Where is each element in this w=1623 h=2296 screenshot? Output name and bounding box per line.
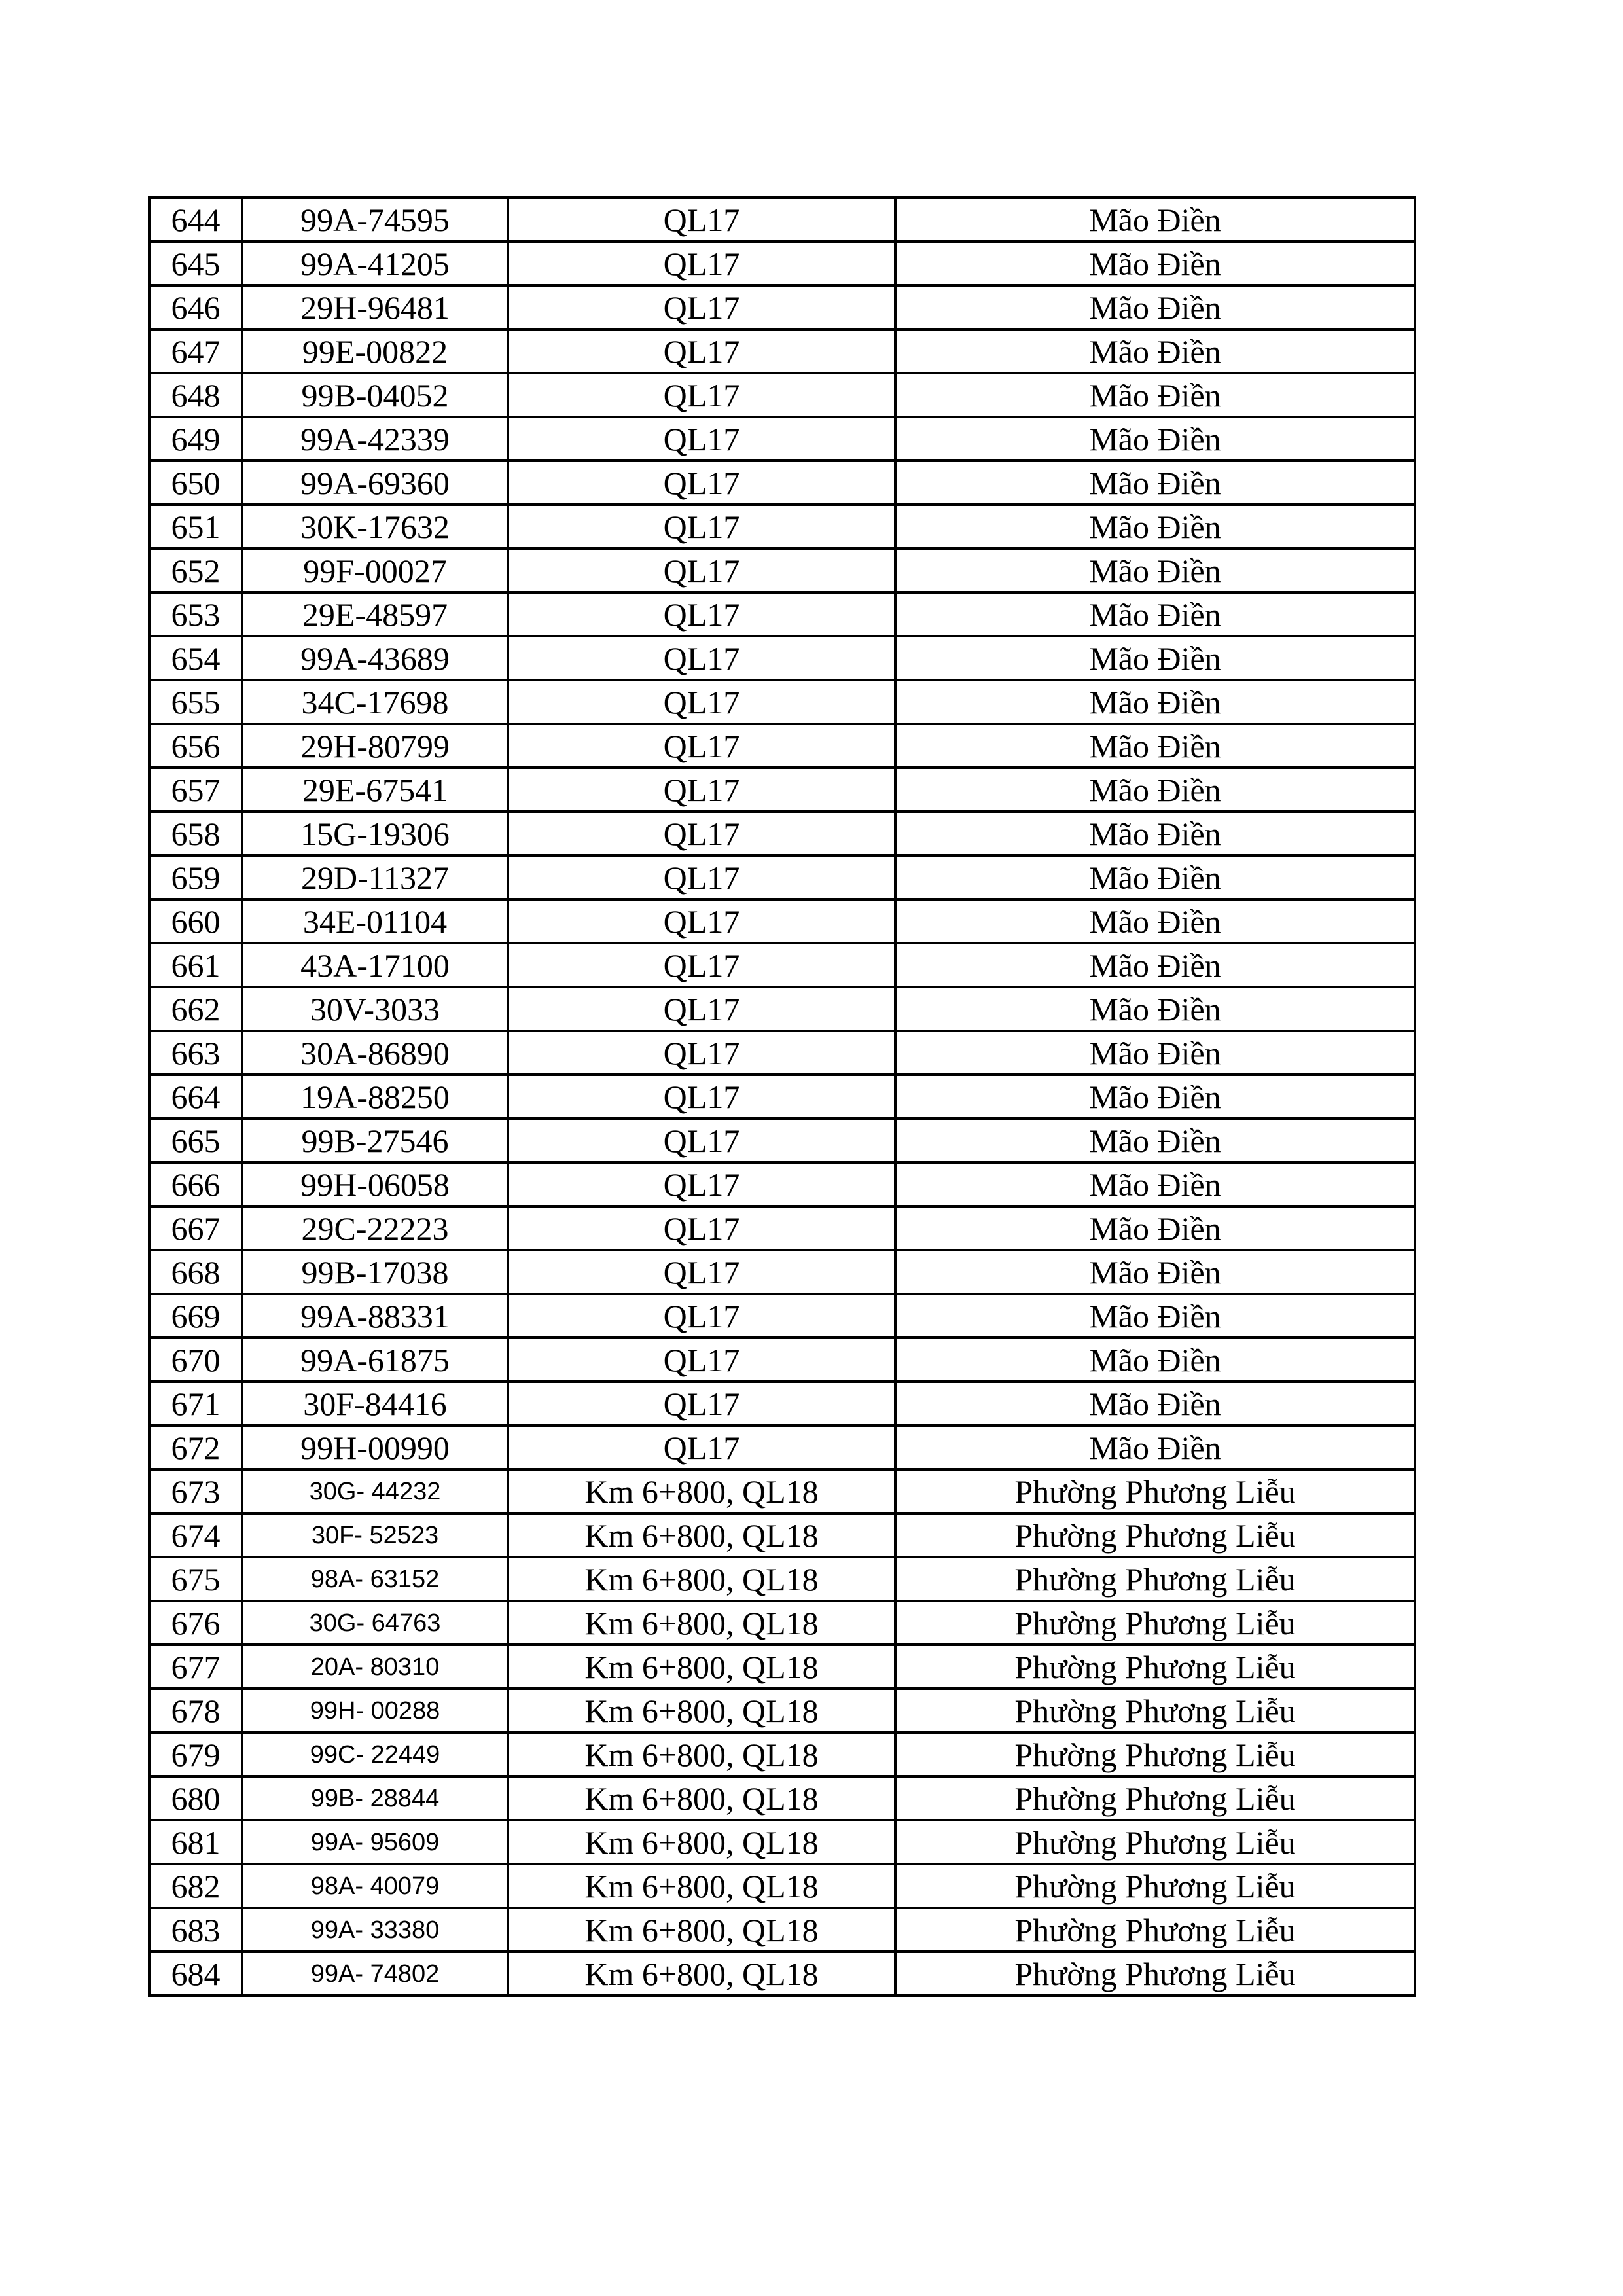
- table-row: [149, 943, 1415, 987]
- table-row: [149, 1601, 1415, 1645]
- area-cell: Mão Điền: [895, 417, 1415, 461]
- area-cell: Phường Phương Liễu: [895, 1732, 1415, 1776]
- area-cell: Mão Điền: [895, 1426, 1415, 1469]
- row-number-cell: 666: [149, 1162, 242, 1206]
- row-number-cell: 675: [149, 1557, 242, 1601]
- table-row: [149, 1908, 1415, 1952]
- table-body: [149, 198, 1415, 1996]
- area-cell: Mão Điền: [895, 373, 1415, 417]
- license-plate-cell: 99A-88331: [242, 1294, 508, 1338]
- table-row: [149, 855, 1415, 899]
- table-row: [149, 1206, 1415, 1250]
- location-cell: Km 6+800, QL18: [508, 1864, 895, 1908]
- area-cell: Mão Điền: [895, 505, 1415, 548]
- license-plate-cell: 99A- 33380: [242, 1908, 508, 1952]
- location-cell: QL17: [508, 373, 895, 417]
- area-cell: Phường Phương Liễu: [895, 1513, 1415, 1557]
- location-cell: QL17: [508, 1338, 895, 1382]
- area-cell: Mão Điền: [895, 1075, 1415, 1119]
- row-number-cell: 681: [149, 1820, 242, 1864]
- license-plate-cell: 20A- 80310: [242, 1645, 508, 1689]
- area-cell: Phường Phương Liễu: [895, 1776, 1415, 1820]
- area-cell: Mão Điền: [895, 548, 1415, 592]
- area-cell: Mão Điền: [895, 1294, 1415, 1338]
- row-number-cell: 644: [149, 198, 242, 242]
- license-plate-cell: 99B-27546: [242, 1119, 508, 1162]
- row-number-cell: 667: [149, 1206, 242, 1250]
- table-row: [149, 724, 1415, 768]
- row-number-cell: 653: [149, 592, 242, 636]
- license-plate-cell: 98A- 63152: [242, 1557, 508, 1601]
- location-cell: QL17: [508, 285, 895, 329]
- area-cell: Phường Phương Liễu: [895, 1820, 1415, 1864]
- row-number-cell: 664: [149, 1075, 242, 1119]
- license-plate-cell: 30F-84416: [242, 1382, 508, 1426]
- table-row: [149, 1294, 1415, 1338]
- row-number-cell: 677: [149, 1645, 242, 1689]
- location-cell: Km 6+800, QL18: [508, 1732, 895, 1776]
- table-row: [149, 1557, 1415, 1601]
- table-row: [149, 1426, 1415, 1469]
- license-plate-cell: 99E-00822: [242, 329, 508, 373]
- license-plate-cell: 30F- 52523: [242, 1513, 508, 1557]
- location-cell: Km 6+800, QL18: [508, 1952, 895, 1996]
- table-row: [149, 548, 1415, 592]
- license-plate-cell: 99A- 95609: [242, 1820, 508, 1864]
- table-row: [149, 987, 1415, 1031]
- table-row: [149, 242, 1415, 285]
- license-plate-cell: 29H-80799: [242, 724, 508, 768]
- license-plate-cell: 30A-86890: [242, 1031, 508, 1075]
- location-cell: QL17: [508, 1382, 895, 1426]
- row-number-cell: 668: [149, 1250, 242, 1294]
- table-row: [149, 329, 1415, 373]
- location-cell: QL17: [508, 461, 895, 505]
- area-cell: Mão Điền: [895, 1119, 1415, 1162]
- table-row: [149, 1776, 1415, 1820]
- table-row: [149, 1864, 1415, 1908]
- table-row: [149, 680, 1415, 724]
- table-row: [149, 1645, 1415, 1689]
- table-row: [149, 1513, 1415, 1557]
- table-row: [149, 505, 1415, 548]
- violation-table: [148, 196, 1416, 1997]
- table-row: [149, 1162, 1415, 1206]
- license-plate-cell: 99A-69360: [242, 461, 508, 505]
- area-cell: Mão Điền: [895, 1206, 1415, 1250]
- table-row: [149, 198, 1415, 242]
- location-cell: QL17: [508, 899, 895, 943]
- table-row: [149, 417, 1415, 461]
- area-cell: Mão Điền: [895, 592, 1415, 636]
- table-row: [149, 373, 1415, 417]
- location-cell: Km 6+800, QL18: [508, 1776, 895, 1820]
- location-cell: QL17: [508, 417, 895, 461]
- row-number-cell: 648: [149, 373, 242, 417]
- table-row: [149, 1250, 1415, 1294]
- area-cell: Mão Điền: [895, 855, 1415, 899]
- location-cell: Km 6+800, QL18: [508, 1645, 895, 1689]
- license-plate-cell: 29E-48597: [242, 592, 508, 636]
- table-row: [149, 1820, 1415, 1864]
- area-cell: Mão Điền: [895, 461, 1415, 505]
- license-plate-cell: 99B- 28844: [242, 1776, 508, 1820]
- row-number-cell: 651: [149, 505, 242, 548]
- license-plate-cell: 29E-67541: [242, 768, 508, 812]
- row-number-cell: 670: [149, 1338, 242, 1382]
- location-cell: Km 6+800, QL18: [508, 1689, 895, 1732]
- license-plate-cell: 15G-19306: [242, 812, 508, 855]
- license-plate-cell: 29C-22223: [242, 1206, 508, 1250]
- area-cell: Mão Điền: [895, 1031, 1415, 1075]
- location-cell: QL17: [508, 1119, 895, 1162]
- area-cell: Phường Phương Liễu: [895, 1908, 1415, 1952]
- row-number-cell: 684: [149, 1952, 242, 1996]
- location-cell: QL17: [508, 1031, 895, 1075]
- license-plate-cell: 34E-01104: [242, 899, 508, 943]
- area-cell: Mão Điền: [895, 198, 1415, 242]
- license-plate-cell: 29D-11327: [242, 855, 508, 899]
- table-row: [149, 1382, 1415, 1426]
- location-cell: QL17: [508, 768, 895, 812]
- area-cell: Mão Điền: [895, 724, 1415, 768]
- license-plate-cell: 99A-41205: [242, 242, 508, 285]
- area-cell: Phường Phương Liễu: [895, 1645, 1415, 1689]
- location-cell: QL17: [508, 505, 895, 548]
- location-cell: Km 6+800, QL18: [508, 1469, 895, 1513]
- area-cell: Mão Điền: [895, 812, 1415, 855]
- row-number-cell: 665: [149, 1119, 242, 1162]
- row-number-cell: 680: [149, 1776, 242, 1820]
- location-cell: Km 6+800, QL18: [508, 1820, 895, 1864]
- license-plate-cell: 19A-88250: [242, 1075, 508, 1119]
- license-plate-cell: 99A- 74802: [242, 1952, 508, 1996]
- table-row: [149, 285, 1415, 329]
- location-cell: QL17: [508, 242, 895, 285]
- table-row: [149, 812, 1415, 855]
- license-plate-cell: 99C- 22449: [242, 1732, 508, 1776]
- row-number-cell: 656: [149, 724, 242, 768]
- license-plate-cell: 99H-00990: [242, 1426, 508, 1469]
- license-plate-cell: 43A-17100: [242, 943, 508, 987]
- location-cell: QL17: [508, 592, 895, 636]
- license-plate-cell: 30G- 44232: [242, 1469, 508, 1513]
- area-cell: Mão Điền: [895, 899, 1415, 943]
- location-cell: QL17: [508, 680, 895, 724]
- row-number-cell: 660: [149, 899, 242, 943]
- table-row: [149, 1689, 1415, 1732]
- table-row: [149, 461, 1415, 505]
- area-cell: Mão Điền: [895, 329, 1415, 373]
- location-cell: Km 6+800, QL18: [508, 1557, 895, 1601]
- area-cell: Phường Phương Liễu: [895, 1952, 1415, 1996]
- row-number-cell: 673: [149, 1469, 242, 1513]
- license-plate-cell: 99F-00027: [242, 548, 508, 592]
- location-cell: QL17: [508, 1162, 895, 1206]
- table-row: [149, 1732, 1415, 1776]
- location-cell: QL17: [508, 198, 895, 242]
- location-cell: QL17: [508, 1075, 895, 1119]
- location-cell: QL17: [508, 855, 895, 899]
- license-plate-cell: 30G- 64763: [242, 1601, 508, 1645]
- row-number-cell: 662: [149, 987, 242, 1031]
- row-number-cell: 652: [149, 548, 242, 592]
- table-row: [149, 1119, 1415, 1162]
- location-cell: QL17: [508, 1294, 895, 1338]
- table-row: [149, 768, 1415, 812]
- table-row: [149, 899, 1415, 943]
- row-number-cell: 658: [149, 812, 242, 855]
- license-plate-cell: 29H-96481: [242, 285, 508, 329]
- location-cell: QL17: [508, 548, 895, 592]
- row-number-cell: 649: [149, 417, 242, 461]
- row-number-cell: 647: [149, 329, 242, 373]
- area-cell: Mão Điền: [895, 1250, 1415, 1294]
- table-row: [149, 1338, 1415, 1382]
- license-plate-cell: 99A-42339: [242, 417, 508, 461]
- location-cell: QL17: [508, 636, 895, 680]
- row-number-cell: 654: [149, 636, 242, 680]
- location-cell: QL17: [508, 812, 895, 855]
- row-number-cell: 661: [149, 943, 242, 987]
- license-plate-cell: 98A- 40079: [242, 1864, 508, 1908]
- location-cell: QL17: [508, 1250, 895, 1294]
- location-cell: QL17: [508, 943, 895, 987]
- location-cell: QL17: [508, 329, 895, 373]
- license-plate-cell: 34C-17698: [242, 680, 508, 724]
- license-plate-cell: 99A-74595: [242, 198, 508, 242]
- license-plate-cell: 99B-17038: [242, 1250, 508, 1294]
- row-number-cell: 650: [149, 461, 242, 505]
- license-plate-cell: 30V-3033: [242, 987, 508, 1031]
- area-cell: Mão Điền: [895, 1162, 1415, 1206]
- row-number-cell: 682: [149, 1864, 242, 1908]
- table-row: [149, 636, 1415, 680]
- row-number-cell: 679: [149, 1732, 242, 1776]
- row-number-cell: 655: [149, 680, 242, 724]
- location-cell: Km 6+800, QL18: [508, 1601, 895, 1645]
- table-row: [149, 1469, 1415, 1513]
- row-number-cell: 683: [149, 1908, 242, 1952]
- area-cell: Mão Điền: [895, 943, 1415, 987]
- area-cell: Mão Điền: [895, 1382, 1415, 1426]
- area-cell: Mão Điền: [895, 636, 1415, 680]
- license-plate-cell: 99H-06058: [242, 1162, 508, 1206]
- area-cell: Mão Điền: [895, 680, 1415, 724]
- license-plate-cell: 99H- 00288: [242, 1689, 508, 1732]
- area-cell: Mão Điền: [895, 242, 1415, 285]
- area-cell: Phường Phương Liễu: [895, 1864, 1415, 1908]
- table-row: [149, 1952, 1415, 1996]
- license-plate-cell: 30K-17632: [242, 505, 508, 548]
- license-plate-cell: 99B-04052: [242, 373, 508, 417]
- area-cell: Phường Phương Liễu: [895, 1469, 1415, 1513]
- row-number-cell: 672: [149, 1426, 242, 1469]
- area-cell: Phường Phương Liễu: [895, 1689, 1415, 1732]
- row-number-cell: 645: [149, 242, 242, 285]
- area-cell: Mão Điền: [895, 1338, 1415, 1382]
- location-cell: QL17: [508, 724, 895, 768]
- row-number-cell: 669: [149, 1294, 242, 1338]
- location-cell: Km 6+800, QL18: [508, 1513, 895, 1557]
- row-number-cell: 671: [149, 1382, 242, 1426]
- row-number-cell: 646: [149, 285, 242, 329]
- license-plate-cell: 99A-43689: [242, 636, 508, 680]
- row-number-cell: 657: [149, 768, 242, 812]
- table-row: [149, 592, 1415, 636]
- location-cell: Km 6+800, QL18: [508, 1908, 895, 1952]
- row-number-cell: 676: [149, 1601, 242, 1645]
- row-number-cell: 674: [149, 1513, 242, 1557]
- area-cell: Mão Điền: [895, 285, 1415, 329]
- table-row: [149, 1075, 1415, 1119]
- row-number-cell: 678: [149, 1689, 242, 1732]
- location-cell: QL17: [508, 1206, 895, 1250]
- license-plate-cell: 99A-61875: [242, 1338, 508, 1382]
- area-cell: Phường Phương Liễu: [895, 1601, 1415, 1645]
- area-cell: Phường Phương Liễu: [895, 1557, 1415, 1601]
- location-cell: QL17: [508, 1426, 895, 1469]
- location-cell: QL17: [508, 987, 895, 1031]
- row-number-cell: 663: [149, 1031, 242, 1075]
- area-cell: Mão Điền: [895, 768, 1415, 812]
- row-number-cell: 659: [149, 855, 242, 899]
- area-cell: Mão Điền: [895, 987, 1415, 1031]
- table-row: [149, 1031, 1415, 1075]
